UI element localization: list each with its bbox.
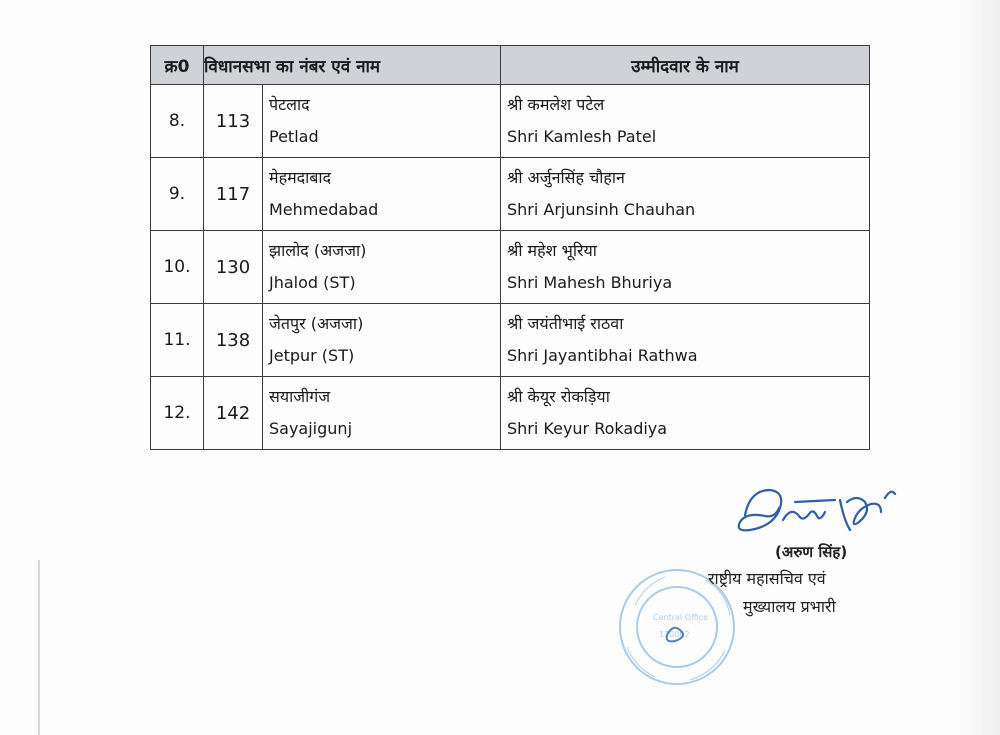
constituency-name-english: Sayajigunj (269, 419, 353, 438)
constituency-name-hindi: झालोद (अजजा) (269, 241, 367, 260)
candidate-name (501, 158, 870, 231)
table-row (151, 377, 870, 450)
constituency-name (263, 231, 501, 304)
signer-designation-line1: राष्ट्रीय महासचिव एवं (708, 569, 826, 588)
row-serial: 11. (151, 304, 204, 377)
constituency-name-hindi: सयाजीगंज (269, 387, 331, 406)
table-header-row (151, 46, 870, 85)
page-margin-shade (960, 0, 1000, 735)
constituency-name-hindi: मेहमदाबाद (269, 168, 332, 187)
candidate-name-hindi: श्री जयंतीभाई राठवा (507, 314, 624, 333)
header-serial: क्र0 (151, 46, 204, 85)
table-row (151, 85, 870, 158)
constituency-number: 117 (204, 158, 263, 231)
candidate-name-english: Shri Arjunsinh Chauhan (507, 200, 696, 219)
constituency-name-english: Jhalod (ST) (269, 273, 356, 292)
candidate-name-english: Shri Kamlesh Patel (507, 127, 657, 146)
signature-block (700, 475, 920, 675)
candidate-name-english: Shri Keyur Rokadiya (507, 419, 668, 438)
constituency-number: 142 (204, 377, 263, 450)
table-row (151, 231, 870, 304)
constituency-name-english: Mehmedabad (269, 200, 379, 219)
constituency-name-hindi: जेतपुर (अजजा) (269, 314, 364, 333)
constituency-number: 138 (204, 304, 263, 377)
constituency-name (263, 85, 501, 158)
header-constituency: विधानसभा का नंबर एवं नाम (204, 46, 501, 85)
constituency-name (263, 158, 501, 231)
candidate-name-english: Shri Mahesh Bhuriya (507, 273, 673, 292)
constituency-name-english: Jetpur (ST) (269, 346, 355, 365)
candidate-name (501, 85, 870, 158)
candidate-name-hindi: श्री कमलेश पटेल (507, 95, 605, 114)
constituency-name (263, 377, 501, 450)
row-serial: 9. (151, 158, 204, 231)
candidate-name (501, 231, 870, 304)
candidate-name-english: Shri Jayantibhai Rathwa (507, 346, 698, 365)
constituency-name-hindi: पेटलाद (269, 95, 310, 114)
candidate-list-table (150, 45, 870, 450)
table-row (151, 158, 870, 231)
handwritten-signature (735, 480, 905, 550)
constituency-number: 113 (204, 85, 263, 158)
constituency-name-english: Petlad (269, 127, 319, 146)
row-serial: 10. (151, 231, 204, 304)
table-row (151, 304, 870, 377)
signer-designation-line2: मुख्यालय प्रभारी (743, 597, 836, 616)
constituency-name (263, 304, 501, 377)
header-candidate: उम्मीदवार के नाम (501, 46, 870, 85)
constituency-number: 130 (204, 231, 263, 304)
candidate-name-hindi: श्री केयूर रोकड़िया (507, 387, 610, 406)
candidate-name-hindi: श्री अर्जुनसिंह चौहान (507, 168, 625, 187)
page-edge-shadow (38, 560, 40, 735)
row-serial: 12. (151, 377, 204, 450)
svg-text:Central Office: Central Office (653, 613, 709, 622)
row-serial: 8. (151, 85, 204, 158)
svg-text:110002: 110002 (659, 630, 690, 639)
candidate-name-hindi: श्री महेश भूरिया (507, 241, 597, 260)
candidate-name (501, 304, 870, 377)
candidate-name (501, 377, 870, 450)
signer-name: (अरुण सिंह) (775, 543, 848, 561)
